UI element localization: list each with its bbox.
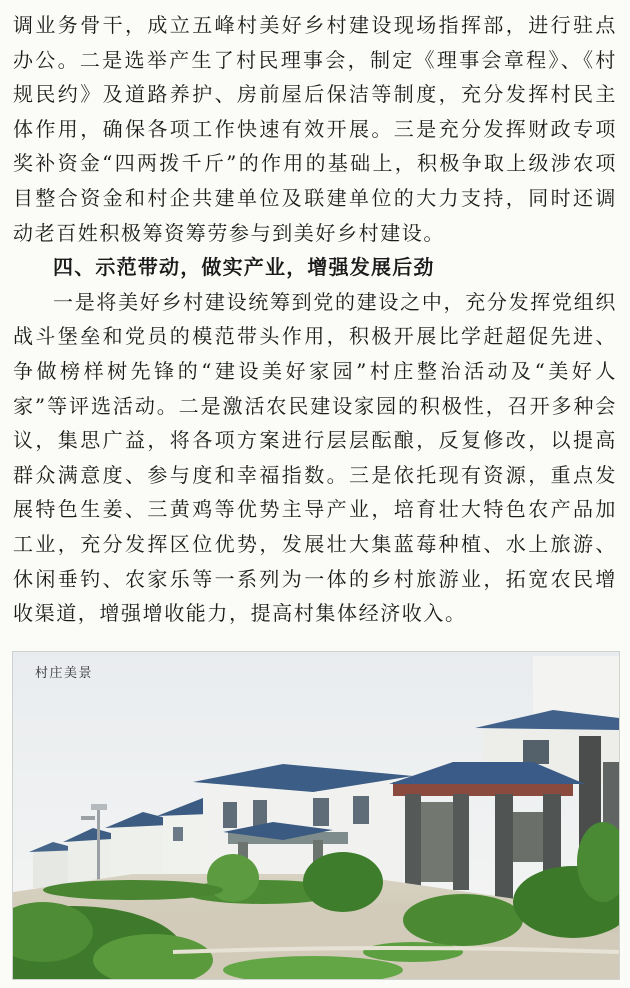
article-text <box>13 8 617 631</box>
paragraph-continued: 调业务骨干，成立五峰村美好乡村建设现场指挥部，进行驻点办公。二是选举产生了村民理事会，制定《理事会章程》、《村规民约》及道路养护、房前屋后保洁等制度，充分发挥村民主体作用，确保各项工作快速有效开展。三是充分发挥财政专项奖补资金“四两拨千斤”的作用的基础上，积极争取上级涉农项目整合资金和村企共建单位及联建单位的大力支持，同时还调动老百姓积极筹资筹劳参与到美好乡村建设。 <box>13 13 617 245</box>
section-heading: 四、示范带动，做实产业，增强发展后劲 <box>53 255 435 280</box>
photo-caption: 村庄美景 <box>35 666 94 681</box>
village-photo <box>12 651 620 980</box>
paragraph-section-four: 一是将美好乡村建设统筹到党的建设之中，充分发挥党组织战斗堡垒和党员的模范带头作用，积极开展比学赶超促先进、争做榜样树先锋的“建设美好家园”村庄整治活动及“美好人家”等评选活动。二是激活农民建设家园的积极性，召开多种会议，集思广益，将各项方案进行层层酝酿，反复修改，以提高群众满意度、参与度和幸福指数。三是依托现有资源，重点发展特色生姜、三黄鸡等优势主导产业，培育壮大特色农产品加工业，充分发挥区位优势，发展壮大集蓝莓种植、水上旅游、休闲垂钓、农家乐等一系列为一体的乡村旅游业，拓宽农民增收渠道，增强增收能力，提高村集体经济收入。 <box>13 289 617 626</box>
village-scene-illustration <box>13 652 619 979</box>
